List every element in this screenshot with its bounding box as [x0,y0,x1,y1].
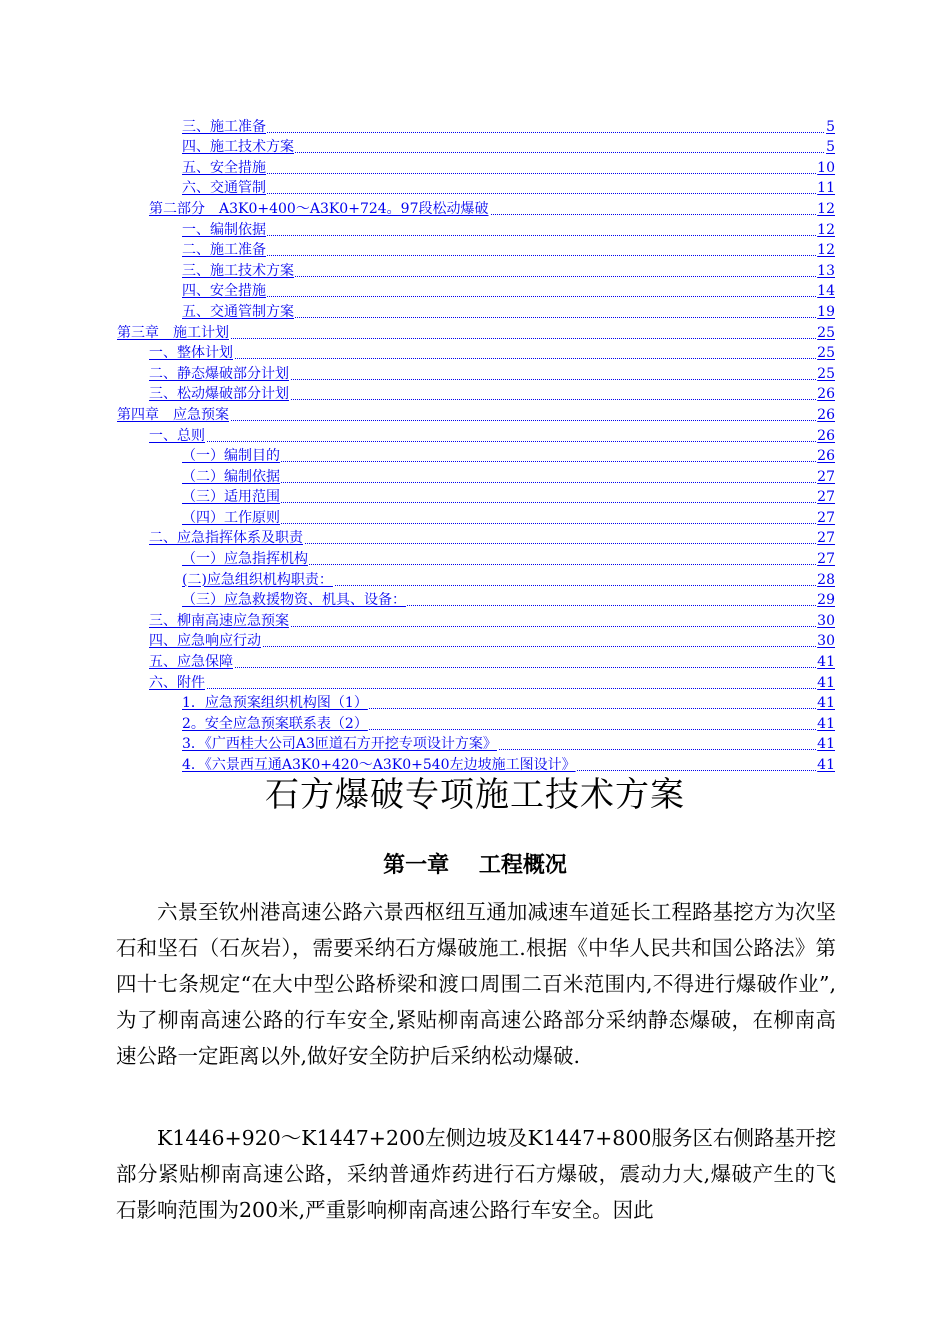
toc-entry-label: 一、总则 [149,427,205,444]
toc-page-number: 12 [817,242,835,259]
toc-entry-label: （四）工作原则 [182,509,280,526]
toc-entry[interactable] [0,507,950,528]
toc-leader-dots [149,688,834,689]
toc-page-number: 26 [817,406,835,423]
toc-entry-label: 三、松动爆破部分计划 [149,386,289,403]
toc-page-number: 26 [817,386,835,403]
toc-page-number: 25 [817,324,835,341]
toc-entry-label: 一、编制依据 [182,221,266,238]
toc-entry[interactable] [0,363,950,384]
toc-entry-label: 2。安全应急预案联系表（2） [182,715,368,732]
toc-entry[interactable] [0,425,950,446]
toc-leader-dots [149,441,834,442]
chapter-heading: 第一章 工程概况 [383,853,567,878]
toc-entry-label: 三、柳南高速应急预案 [149,612,289,629]
toc-page-number: 41 [817,695,835,712]
toc-leader-dots [182,296,834,297]
toc-page-number: 41 [817,674,835,691]
toc-entry[interactable] [0,240,950,261]
toc-entry[interactable] [0,157,950,178]
toc-entry[interactable] [0,631,950,652]
toc-entry[interactable] [0,651,950,672]
toc-entry-label: （三）适用范围 [182,489,280,506]
toc-leader-dots [182,173,834,174]
toc-entry[interactable] [0,610,950,631]
toc-entry-label: （二）编制依据 [182,468,280,485]
toc-entry[interactable] [0,281,950,302]
toc-page-number: 12 [817,200,835,217]
toc-entry-label: 一、整体计划 [149,345,233,362]
toc-entry-label: 五、应急保障 [149,654,233,671]
toc-entry-label: 四、施工技术方案 [182,139,294,156]
toc-page-number: 26 [817,427,835,444]
toc-page-number: 27 [817,489,835,506]
toc-entry-label: 五、安全措施 [182,159,266,176]
toc-entry[interactable] [0,198,950,219]
toc-page-number: 27 [817,551,835,568]
toc-entry[interactable] [0,487,950,508]
table-of-contents [0,116,950,775]
toc-entry[interactable] [0,548,950,569]
toc-entry-label: 第二部分 A3K0+400～A3K0+724。97段松动爆破 [149,200,489,217]
toc-page-number: 5 [826,118,835,135]
toc-entry-label: 3．《广西桂大公司A3匝道石方开挖专项设计方案》 [182,736,497,753]
toc-leader-dots [182,235,834,236]
toc-entry[interactable] [0,693,950,714]
toc-page-number: 25 [817,365,835,382]
toc-entry-label: （三）应急救援物资、机具、设备： [182,592,406,609]
toc-leader-dots [182,255,834,256]
toc-leader-dots [182,132,834,133]
toc-entry[interactable] [0,343,950,364]
toc-page-number: 26 [817,448,835,465]
toc-entry[interactable] [0,116,950,137]
toc-page-number: 14 [817,283,835,300]
toc-entry[interactable] [0,569,950,590]
toc-entry[interactable] [0,590,950,611]
toc-entry-label: 六、交通管制 [182,180,266,197]
toc-entry[interactable] [0,322,950,343]
toc-page-number: 11 [817,180,835,197]
toc-entry-label: 四、应急响应行动 [149,633,261,650]
toc-entry-label: 二、应急指挥体系及职责 [149,530,303,547]
toc-page-number: 30 [817,612,835,629]
toc-leader-dots [149,667,834,668]
toc-entry[interactable] [0,137,950,158]
body-paragraph: 六景至钦州港高速公路六景西枢纽互通加减速车道延长工程路基挖方为次坚石和坚石（石灰岩），需要采纳石方爆破施工.根据《中华人民共和国公路法》第四十七条规定“在大中型公路桥梁和渡口周围二百米范围内,不得进行爆破作业”,为了柳南高速公路的行车安全,紧贴柳南高速公路部分采纳静态爆破，在柳南高速公路一定距离以外,做好安全防护后采纳松动爆破. [116,900,836,1068]
toc-page-number: 29 [817,592,835,609]
toc-page-number: 13 [817,262,835,279]
toc-entry-label: 第三章 施工计划 [117,324,229,341]
toc-entry-label: 三、施工技术方案 [182,262,294,279]
toc-page-number: 27 [817,468,835,485]
body-paragraph: K1446+920～K1447+200左侧边坡及K1447+800服务区右侧路基开挖部分紧贴柳南高速公路，采纳普通炸药进行石方爆破，震动力大,爆破产生的飞石影响范围为200米,严重影响柳南高速公路行车安全。因此 [116,1126,836,1222]
toc-entry[interactable] [0,219,950,240]
toc-page-number: 5 [826,139,835,156]
toc-entry-label: 五、交通管制方案 [182,303,294,320]
toc-entry[interactable] [0,672,950,693]
toc-leader-dots [182,193,834,194]
toc-entry-label: （一）应急指挥机构 [182,551,308,568]
toc-entry[interactable] [0,178,950,199]
toc-entry[interactable] [0,260,950,281]
toc-page-number: 41 [817,654,835,671]
toc-entry[interactable] [0,734,950,755]
toc-entry-label: 第四章 应急预案 [117,406,229,423]
toc-page-number: 27 [817,530,835,547]
document-title: 石方爆破专项施工技术方案 [265,775,685,815]
toc-entry-label: 二、施工准备 [182,242,266,259]
toc-entry-label: （一）编制目的 [182,448,280,465]
toc-page-number: 19 [817,303,835,320]
toc-entry-label: 二、静态爆破部分计划 [149,365,289,382]
toc-entry-label: 六、附件 [149,674,205,691]
toc-entry-label: 1．应急预案组织机构图（1） [182,695,368,712]
toc-entry-label: 三、施工准备 [182,118,266,135]
toc-entry-label: 四、安全措施 [182,283,266,300]
toc-page-number: 10 [817,159,835,176]
toc-entry-label: (二)应急组织机构职责： [182,571,333,588]
toc-page-number: 41 [817,715,835,732]
toc-page-number: 30 [817,633,835,650]
toc-page-number: 41 [817,736,835,753]
toc-page-number: 12 [817,221,835,238]
toc-page-number: 25 [817,345,835,362]
toc-entry[interactable] [0,466,950,487]
toc-entry[interactable] [0,404,950,425]
toc-entry[interactable] [0,713,950,734]
toc-entry-label: 4．《六景西互通A3K0+420～A3K0+540左边坡施工图设计》 [182,757,576,773]
toc-page-number: 41 [817,757,835,773]
toc-entry[interactable] [0,528,950,549]
toc-entry[interactable] [0,301,950,322]
toc-leader-dots [149,358,834,359]
toc-page-number: 28 [817,571,835,588]
toc-entry[interactable] [0,384,950,405]
toc-entry[interactable] [0,446,950,467]
toc-page-number: 27 [817,509,835,526]
